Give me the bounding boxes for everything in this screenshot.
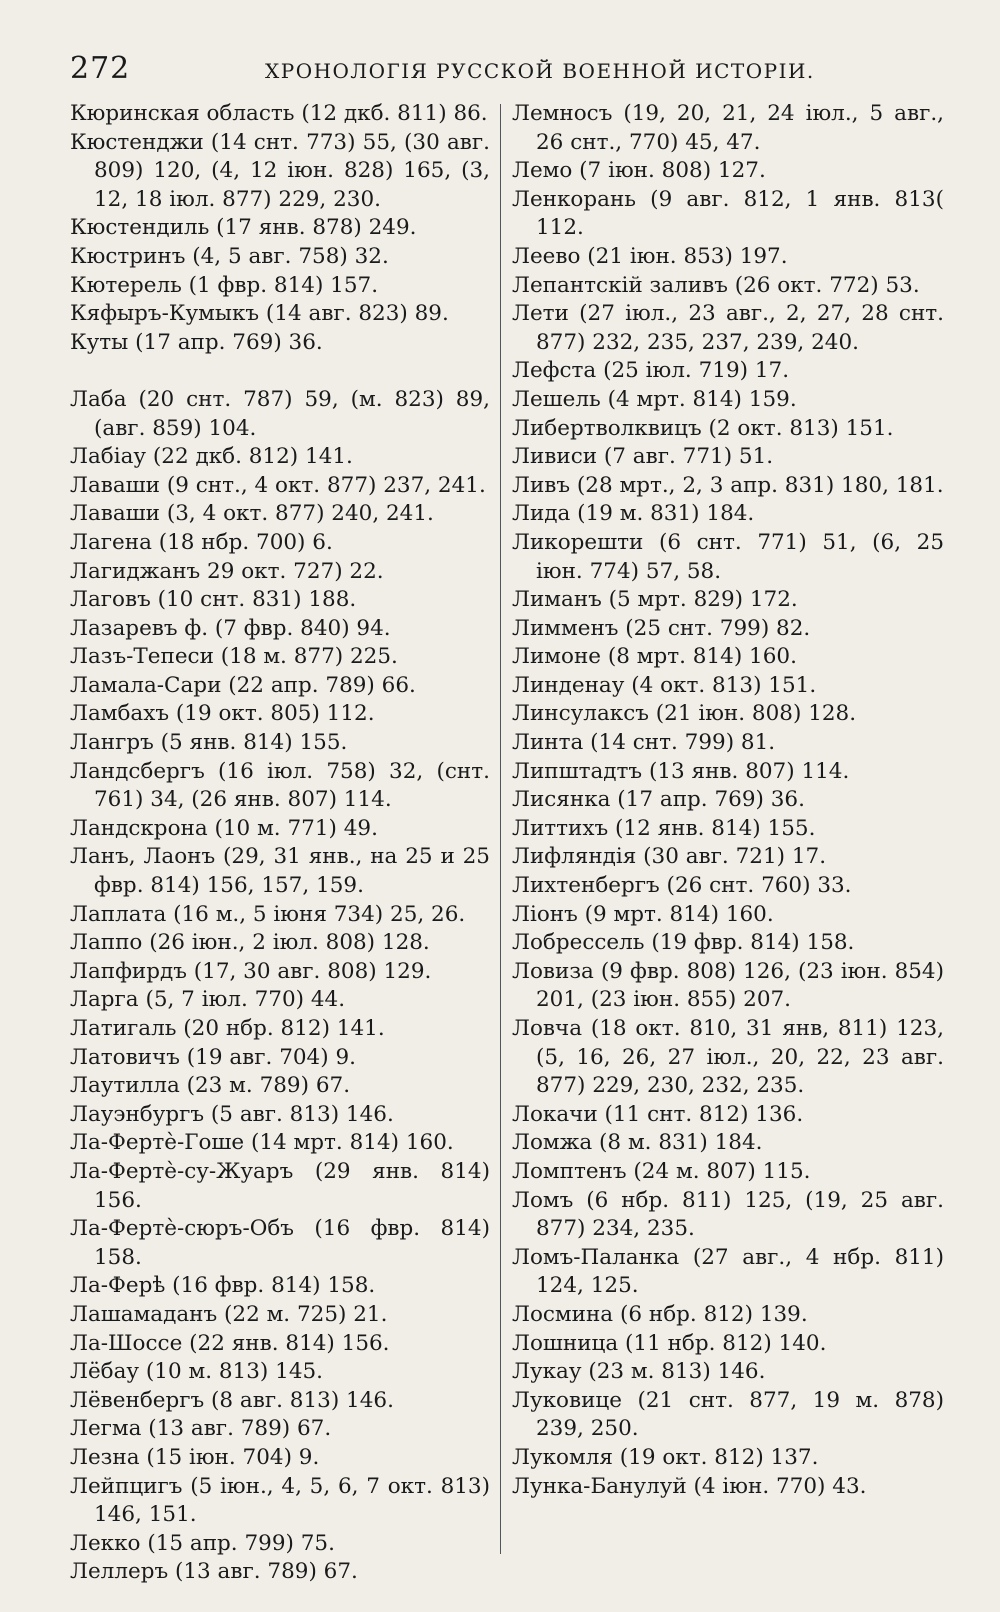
index-entry: Лобрессель (19 фвр. 814) 158. [512,930,855,956]
index-entry: Лагена (18 нбр. 700) 6. [70,529,333,555]
index-entry: Лауэнбургъ (5 авг. 813) 146. [70,1101,394,1127]
index-entry: Литтихъ (12 янв. 814) 155. [512,815,816,841]
index-entry: Лиманъ (5 мрт. 829) 172. [512,587,798,613]
index-entry: Лангръ (5 янв. 814) 155. [70,730,348,756]
index-entry: Ленкорань (9 авг. 812, 1 янв. 813( 112. [512,186,944,241]
index-entry: Легма (13 авг. 789) 67. [70,1416,332,1442]
page-header [0,52,1000,92]
index-entry: Лезна (15 іюн. 704) 9. [70,1444,320,1470]
index-entry: Лазаревъ ф. (7 фвр. 840) 94. [70,615,391,641]
index-entry: Ломптенъ (24 м. 807) 115. [512,1158,811,1184]
index-entry: Латовичъ (19 авг. 704) 9. [70,1044,356,1070]
index-entry: Кяфыръ-Кумыкъ (14 авг. 823) 89. [70,301,449,327]
index-entry: Лимменъ (25 снт. 799) 82. [512,615,811,641]
index-entry: Ловча (18 окт. 810, 31 янв, 811) 123, (5, 16, 26, 27 іюл., 20, 22, 23 авг. 877) 229, 230, 232, 235. [512,1016,944,1099]
index-entry: Кюринская область (12 дкб. 811) 86. [70,101,488,126]
index-entry: Ларга (5, 7 іюл. 770) 44. [70,987,346,1013]
running-title: ХРОНОЛОГІЯ РУССКОЙ ВОЕННОЙ ИСТОРІИ. [265,59,815,83]
index-entry: Ла-Ферѣ (16 фвр. 814) 158. [70,1273,376,1299]
index-entry: Лемо (7 іюн. 808) 127. [512,158,766,184]
index-entry: Ливъ (28 мрт., 2, 3 апр. 831) 180, 181. [512,472,944,498]
index-entry: Лефста (25 іюл. 719) 17. [512,358,790,384]
index-entry: Леево (21 іюн. 853) 197. [512,243,788,269]
index-entry: Ла-Фертѐ-Гоше (14 мрт. 814) 160. [70,1130,454,1156]
index-entry: Лида (19 м. 831) 184. [512,501,755,527]
index-entry: Лунка-Банулуй (4 іюн. 770) 43. [512,1473,867,1499]
index-entry: Лекко (15 апр. 799) 75. [70,1530,335,1556]
index-entry: Лёбау (10 м. 813) 145. [70,1359,324,1385]
index-entry: Лёвенбергъ (8 авг. 813) 146. [70,1387,394,1413]
index-entry: Лифляндія (30 авг. 721) 17. [512,844,827,870]
index-entry: Ла-Шоссе (22 янв. 814) 156. [70,1330,390,1356]
index-entry: Лейпцигъ (5 іюн., 4, 5, 6, 7 окт. 813) 146, 151. [70,1473,490,1528]
index-entry: Ланъ, Лаонъ (29, 31 янв., на 25 и 25 фвр. 814) 156, 157, 159. [70,844,490,899]
index-entry: Лаваши (3, 4 окт. 877) 240, 241. [70,501,434,527]
index-entry: Лосмина (6 нбр. 812) 139. [512,1301,808,1327]
index-entry: Ломжа (8 м. 831) 184. [512,1130,763,1156]
index-entry: Ла-Фертѐ-су-Жуаръ (29 янв. 814) 156. [70,1158,490,1213]
index-entry: Лаутилла (23 м. 789) 67. [70,1073,351,1099]
index-entry: Липштадтъ (13 янв. 807) 114. [512,758,850,784]
index-entry: Кюстринъ (4, 5 авг. 758) 32. [70,243,389,269]
index-entry: Линсулаксъ (21 іюн. 808) 128. [512,701,857,727]
index-entry: Лаваши (9 снт., 4 окт. 877) 237, 241. [70,472,486,498]
index-entry: Ландскрона (10 м. 771) 49. [70,815,378,841]
index-entry: Ломъ (6 нбр. 811) 125, (19, 25 авг. 877) 234, 235. [512,1187,944,1242]
index-entry: Либертволквицъ (2 окт. 813) 151. [512,415,894,441]
index-entry: Ломъ-Паланка (27 авг., 4 нбр. 811) 124, 125. [512,1244,944,1299]
index-entry: Лаговъ (10 снт. 831) 188. [70,587,357,613]
index-column-right [512,100,944,1501]
index-entry: Лепантскій заливъ (26 окт. 772) 53. [512,272,920,298]
index-entry: Куты (17 апр. 769) 36. [70,329,323,355]
index-entry: Лаппо (26 іюн., 2 іюл. 808) 128. [70,930,430,956]
index-entry: Ламбахъ (19 окт. 805) 112. [70,701,375,727]
index-entry: Ліонъ (9 мрт. 814) 160. [512,901,774,927]
index-entry: Лукомля (19 окт. 812) 137. [512,1444,819,1470]
index-entry: Кютерель (1 фвр. 814) 157. [70,272,379,298]
index-entry: Лисянка (17 апр. 769) 36. [512,787,805,813]
page-number: 272 [70,51,131,86]
index-entry: Кюстендиль (17 янв. 878) 249. [70,215,417,241]
index-entry: Линденау (4 окт. 813) 151. [512,672,817,698]
index-entry: Лаплата (16 м., 5 іюня 734) 25, 26. [70,901,466,927]
index-entry: Лазъ-Тепеси (18 м. 877) 225. [70,644,398,670]
index-entry: Ливиси (7 авг. 771) 51. [512,444,774,470]
index-entry: Лошница (11 нбр. 812) 140. [512,1330,827,1356]
index-entry: Лешель (4 мрт. 814) 159. [512,386,797,412]
index-entry: Лабіау (22 дкб. 812) 141. [70,444,353,470]
index-entry: Лукау (23 м. 813) 146. [512,1359,766,1385]
index-entry: Ловиза (9 фвр. 808) 126, (23 іюн. 854) 201, (23 іюн. 855) 207. [512,958,944,1013]
index-entry: Кюстенджи (14 снт. 773) 55, (30 авг. 809) 120, (4, 12 іюн. 828) 165, (3, 12, 18 іюл. 877) 229, 230. [70,129,490,212]
index-entry: Луковице (21 снт. 877, 19 м. 878) 239, 250. [512,1387,944,1442]
index-entry: Лемносъ (19, 20, 21, 24 іюл., 5 авг., 26 снт., 770) 45, 47. [512,101,944,155]
index-entry: Лимоне (8 мрт. 814) 160. [512,644,797,670]
index-entry: Леллеръ (13 авг. 789) 67. [70,1559,358,1585]
index-entry: Лашамаданъ (22 м. 725) 21. [70,1301,388,1327]
index-entry: Локачи (11 снт. 812) 136. [512,1101,804,1127]
index-entry: Ликорешти (6 снт. 771) 51, (6, 25 іюн. 774) 57, 58. [512,529,944,584]
index-entry: Ламала-Сари (22 апр. 789) 66. [70,672,416,698]
index-entry: Лаба (20 снт. 787) 59, (м. 823) 89, (авг. 859) 104. [70,386,490,441]
index-entry: Лапфирдъ (17, 30 авг. 808) 129. [70,958,432,984]
index-entry: Лети (27 іюл., 23 авг., 2, 27, 28 снт. 877) 232, 235, 237, 239, 240. [512,301,944,355]
index-entry: Линта (14 снт. 799) 81. [512,730,776,756]
section-gap [70,357,490,386]
column-divider [500,104,501,1554]
index-entry: Ла-Фертѐ-сюръ-Объ (16 фвр. 814) 158. [70,1216,490,1270]
index-entry: Лагиджанъ 29 окт. 727) 22. [70,558,384,584]
index-entry: Ландсбергъ (16 іюл. 758) 32, (снт. 761) 34, (26 янв. 807) 114. [70,758,490,813]
index-entry: Латигаль (20 нбр. 812) 141. [70,1016,385,1041]
index-column-left [70,100,490,1587]
index-entry: Лихтенбергъ (26 снт. 760) 33. [512,873,852,899]
